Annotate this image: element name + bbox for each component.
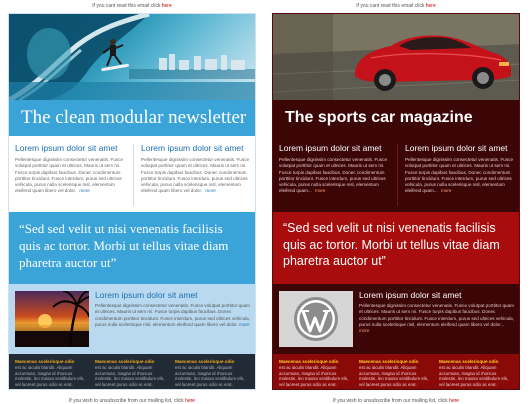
column-divider <box>397 144 398 206</box>
unsubscribe-text: If you wish to unsubscribe from our mailing list, click <box>332 398 448 404</box>
more-link[interactable]: more <box>205 188 216 194</box>
article-heading: Lorem ipsum dolor sit amet <box>405 143 508 153</box>
article-column-2 <box>405 143 515 195</box>
article-heading: Lorem ipsum dolor sit amet <box>141 143 244 153</box>
feature-body: Pellentesque dignissim consectetur venenatis. Fusce volutpat porttitor quam et ultrices. Mauris ut sem mi. Fusce turpis dapibus faucibus. Donec condimentum porttitor tincidunt. Fusce interdum, purus sed ultrices vehicula, purus nulla scelerisque nisl, elementum eleifend quam libero vel dolor... more <box>359 303 514 334</box>
more-link[interactable]: more <box>239 321 250 327</box>
feature-text <box>359 290 515 334</box>
surfer-wave-icon <box>9 14 256 100</box>
two-column-section <box>273 136 520 212</box>
footer-heading: Maecenas scelerisque odio <box>175 359 235 364</box>
article-body: Pellentesque dignissim consectetur venenatis. Fusce volutpat porttitor quam et ultrices. Mauris ut sem mi. Fusce turpis dapibus faucibus. Donec condimentum porttitor tincidunt. Fusce interdum, purus sed ultrices vehicula, purus nulla scelerisque nisl, elementum eleifend quam... more <box>405 157 514 194</box>
article-body: Pellentesque dignissim consectetur venenatis. Fusce volutpat porttitor quam et ultrices. Mauris ut sem mi. Fusce turpis dapibus faucibus. Donec condimentum porttitor tincidunt. Fusce interdum, purus sed ultrices vehicula, purus nulla scelerisque nisl, elementum eleifend quam libero vel dolor. more <box>141 157 250 194</box>
hero-surfer-image <box>9 14 256 100</box>
newsletter-template-blue <box>8 0 256 404</box>
hero-car-image <box>273 14 520 100</box>
article-heading: Lorem ipsum dolor sit amet <box>15 143 118 153</box>
unsubscribe-note <box>272 398 520 404</box>
view-online-note <box>272 3 520 9</box>
article-heading: Lorem ipsum dolor sit amet <box>279 143 382 153</box>
footer-column-1 <box>15 359 87 387</box>
sports-car-icon <box>273 14 520 100</box>
footer-column-3 <box>439 359 511 387</box>
more-link[interactable]: more <box>314 188 326 194</box>
article-column-2 <box>141 143 251 195</box>
footer-column-2 <box>95 359 167 387</box>
unsubscribe-link[interactable]: here <box>185 398 196 404</box>
footer-heading: Maecenas scelerisque odio <box>15 359 75 364</box>
feature-heading: Lorem ipsum dolor sit amet <box>95 290 198 300</box>
sunset-palm-icon <box>15 291 89 347</box>
footer-heading: Maecenas scelerisque odio <box>95 359 155 364</box>
view-online-link[interactable]: here <box>425 3 436 9</box>
footer-body: est ac iaculis blandit. Aliquam accumsan, magna id rhoncus molestie, leo massa vestibulum elit, vel laoreet purus odio ac erat. <box>15 365 85 387</box>
view-online-text: If you cant read this email click <box>92 3 161 9</box>
article-body: Pellentesque dignissim consectetur venenatis. Fusce volutpat porttitor quam et ultrices. Mauris ut sem mi. Fusce turpis dapibus faucibus. Donec condimentum porttitor tincidunt. Fusce interdum, purus sed ultrices vehicula, purus nulla scelerisque nisl, elementum eleifend quam... more <box>279 157 388 194</box>
footer-body: est ac iaculis blandit. Aliquam accumsan, magna id rhoncus molestie, leo massa vestibulum elit, vel laoreet purus odio ac erat. <box>359 365 429 387</box>
footer-columns <box>273 354 520 390</box>
view-online-link[interactable]: here <box>161 3 172 9</box>
unsubscribe-note <box>8 398 256 404</box>
footer-body: est ac iaculis blandit. Aliquam accumsan, magna id rhoncus molestie, leo massa vestibulum elit, vel laoreet purus odio ac erat. <box>439 365 509 387</box>
footer-columns <box>9 354 256 390</box>
newsletter-template-red <box>272 0 520 404</box>
unsubscribe-link[interactable]: here <box>449 398 460 404</box>
article-body: Pellentesque dignissim consectetur venenatis. Fusce volutpat porttitor quam et ultrices. Mauris ut sem mi. Fusce turpis dapibus faucibus. Donec condimentum porttitor tincidunt. Fusce interdum, purus sed ultrices vehicula, purus nulla scelerisque nisl, elementum eleifend quam libero vel dolor. more <box>15 157 124 194</box>
wordpress-logo-image <box>279 291 353 347</box>
more-link[interactable]: more <box>79 188 90 194</box>
sunset-palm-photo <box>15 291 89 347</box>
footer-column-2 <box>359 359 431 387</box>
footer-body: est ac iaculis blandit. Aliquam accumsan, magna id rhoncus molestie, leo massa vestibulum elit, vel laoreet purus odio ac erat. <box>175 365 245 387</box>
article-column-1 <box>279 143 389 195</box>
footer-body: est ac iaculis blandit. Aliquam accumsan, magna id rhoncus molestie, leo massa vestibulum elit, vel laoreet purus odio ac erat. <box>279 365 349 387</box>
feature-text <box>95 290 251 328</box>
unsubscribe-text: If you wish to unsubscribe from our mailing list, click <box>68 398 184 404</box>
footer-heading: Maecenas scelerisque odio <box>279 359 339 364</box>
footer-column-1 <box>279 359 351 387</box>
pull-quote: “Sed sed velit ut nisi venenatis facilisis quis ac tortor. Morbi ut tellus vitae diam pharetra auctor ut” <box>9 212 256 284</box>
view-online-note <box>8 3 256 9</box>
magazine-title: The sports car magazine <box>273 100 520 136</box>
email-card <box>8 13 256 390</box>
two-column-section <box>9 136 256 212</box>
view-online-text: If you cant read this email click <box>356 3 425 9</box>
feature-body: Pellentesque dignissim consectetur venenatis. Fusce volutpat porttitor quam et ultrices. Mauris ut sem mi. Fusce turpis dapibus faucibus. Donec condimentum porttitor tincidunt. Fusce interdum, purus sed ultrices vehicula, purus nulla scelerisque nisl, elementum eleifend quam libero vel dolor. more <box>95 303 250 327</box>
column-divider <box>133 144 134 206</box>
footer-column-3 <box>175 359 247 387</box>
footer-heading: Maecenas scelerisque odio <box>439 359 499 364</box>
feature-article <box>273 284 520 354</box>
feature-heading: Lorem ipsum dolor sit amet <box>359 290 462 300</box>
more-link[interactable]: more <box>440 188 452 194</box>
email-card <box>272 13 520 390</box>
footer-body: est ac iaculis blandit. Aliquam accumsan, magna id rhoncus molestie, leo massa vestibulum elit, vel laoreet purus odio ac erat. <box>95 365 165 387</box>
newsletter-title: The clean modular newsletter <box>9 100 256 136</box>
feature-article <box>9 284 256 354</box>
more-link[interactable]: more <box>359 328 370 334</box>
wordpress-icon <box>279 291 353 347</box>
footer-heading: Maecenas scelerisque odio <box>359 359 419 364</box>
pull-quote: “Sed sed velit ut nisi venenatis facilisis quis ac tortor. Morbi ut tellus vitae diam pharetra auctor ut” <box>273 212 520 284</box>
article-column-1 <box>15 143 125 195</box>
